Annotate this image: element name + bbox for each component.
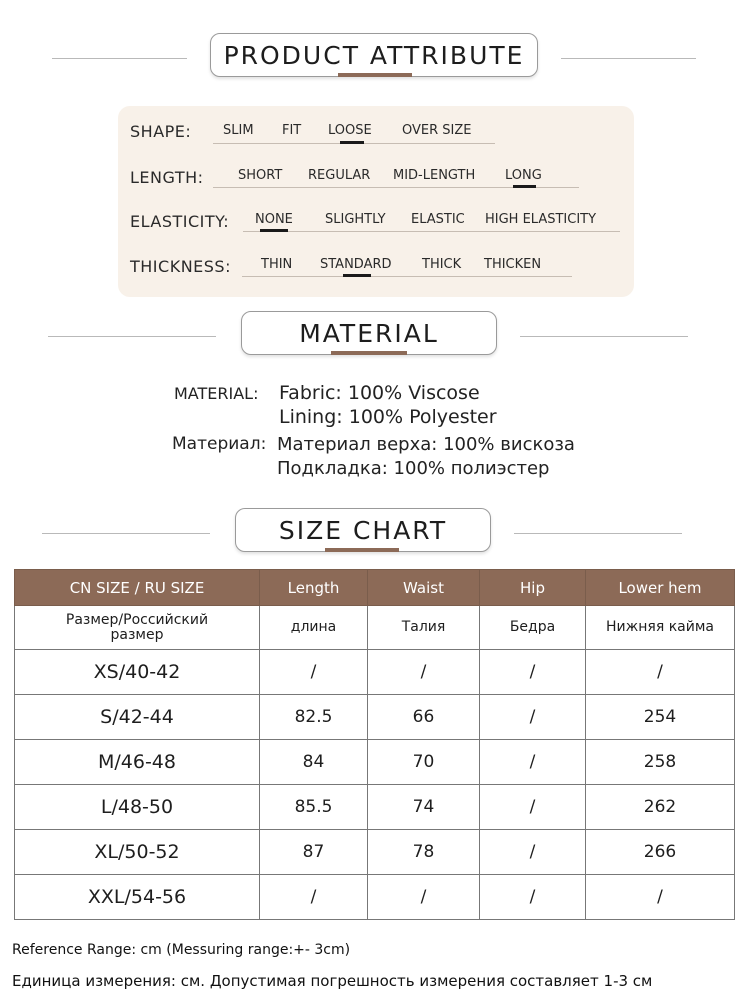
cell-lower-hem: / xyxy=(586,650,735,695)
attr-option: SLIM xyxy=(223,123,254,138)
attr-rule xyxy=(243,231,620,232)
header-hip: Hip xyxy=(480,570,586,606)
attr-option: OVER SIZE xyxy=(402,123,472,138)
cell-hip: / xyxy=(480,695,586,740)
cell-length: 82.5 xyxy=(260,695,368,740)
cell-size: L/48-50 xyxy=(15,785,260,830)
material-label-en: MATERIAL: xyxy=(174,384,259,403)
title-underline xyxy=(338,73,412,77)
divider-right xyxy=(520,336,688,337)
subheader-length: длина xyxy=(260,606,368,650)
attr-option: REGULAR xyxy=(308,168,371,183)
size-chart-header xyxy=(0,508,750,558)
divider-right xyxy=(561,58,696,59)
table-row xyxy=(15,650,735,695)
attr-option: ELASTIC xyxy=(411,212,465,227)
attr-rule xyxy=(242,276,572,277)
cell-hip: / xyxy=(480,875,586,920)
divider-left xyxy=(52,58,187,59)
attr-label: SHAPE: xyxy=(130,122,192,141)
table-row xyxy=(15,695,735,740)
selected-mark xyxy=(513,185,536,188)
cell-hip: / xyxy=(480,785,586,830)
cell-length: / xyxy=(260,875,368,920)
attr-label: ELASTICITY: xyxy=(130,212,230,231)
header-lower-hem: Lower hem xyxy=(586,570,735,606)
header-waist: Waist xyxy=(368,570,480,606)
material-fabric-ru: Материал верха: 100% вискоза xyxy=(277,434,575,455)
attr-option: THIN xyxy=(261,257,293,272)
attr-option: MID-LENGTH xyxy=(393,168,476,183)
divider-left xyxy=(48,336,216,337)
title-underline xyxy=(331,351,407,355)
divider-left xyxy=(42,533,210,534)
attr-option: FIT xyxy=(282,123,302,138)
header-size: CN SIZE / RU SIZE xyxy=(15,570,260,606)
section-title: PRODUCT ATTRIBUTE xyxy=(210,33,538,77)
table-subheader-row xyxy=(15,606,735,650)
product-attribute-header xyxy=(0,33,750,83)
subheader-hip: Бедра xyxy=(480,606,586,650)
attr-option-selected: STANDARD xyxy=(320,257,392,272)
reference-note-ru: Единица измерения: см. Допустимая погрешность измерения составляет 1-3 см xyxy=(12,972,653,990)
cell-lower-hem: 262 xyxy=(586,785,735,830)
attr-option: THICKEN xyxy=(484,257,542,272)
cell-size: S/42-44 xyxy=(15,695,260,740)
divider-right xyxy=(514,533,682,534)
reference-note-en: Reference Range: cm (Messuring range:+- 3cm) xyxy=(12,942,351,958)
material-fabric-en: Fabric: 100% Viscose xyxy=(279,382,480,404)
table-header-row xyxy=(15,570,735,606)
cell-size: XL/50-52 xyxy=(15,830,260,875)
attr-option-selected: NONE xyxy=(255,212,293,227)
attr-row-elasticity xyxy=(130,210,630,240)
cell-lower-hem: 258 xyxy=(586,740,735,785)
cell-length: 84 xyxy=(260,740,368,785)
attr-option: SLIGHTLY xyxy=(325,212,386,227)
selected-mark xyxy=(260,229,288,232)
cell-hip: / xyxy=(480,740,586,785)
header-length: Length xyxy=(260,570,368,606)
table-row xyxy=(15,785,735,830)
cell-hip: / xyxy=(480,830,586,875)
attr-row-thickness xyxy=(130,255,630,285)
section-title: SIZE CHART xyxy=(235,508,491,552)
cell-waist: 66 xyxy=(368,695,480,740)
cell-waist: 70 xyxy=(368,740,480,785)
subheader-lower-hem: Нижняя кайма xyxy=(586,606,735,650)
attr-label: LENGTH: xyxy=(130,168,204,187)
cell-size: XXL/54-56 xyxy=(15,875,260,920)
material-lining-ru: Подкладка: 100% полиэстер xyxy=(277,458,550,479)
cell-waist: 74 xyxy=(368,785,480,830)
table-row xyxy=(15,740,735,785)
cell-size: M/46-48 xyxy=(15,740,260,785)
attr-row-shape xyxy=(130,120,630,150)
attr-option: THICK xyxy=(422,257,462,272)
cell-waist: 78 xyxy=(368,830,480,875)
material-label-ru: Материал: xyxy=(172,434,267,454)
table-row xyxy=(15,830,735,875)
attr-option-selected: LOOSE xyxy=(328,123,372,138)
cell-length: / xyxy=(260,650,368,695)
cell-hip: / xyxy=(480,650,586,695)
cell-waist: / xyxy=(368,875,480,920)
material-header xyxy=(0,311,750,361)
selected-mark xyxy=(343,274,371,277)
attr-label: THICKNESS: xyxy=(130,257,231,276)
table-row xyxy=(15,875,735,920)
cell-length: 87 xyxy=(260,830,368,875)
title-underline xyxy=(325,548,399,552)
cell-lower-hem: / xyxy=(586,875,735,920)
section-title: MATERIAL xyxy=(241,311,497,355)
cell-size: XS/40-42 xyxy=(15,650,260,695)
attr-row-length xyxy=(130,166,630,196)
selected-mark xyxy=(340,141,364,144)
size-chart-table xyxy=(14,569,735,920)
subheader-size: Размер/Российский размер xyxy=(15,606,260,650)
cell-length: 85.5 xyxy=(260,785,368,830)
attr-option-selected: LONG xyxy=(505,168,542,183)
cell-waist: / xyxy=(368,650,480,695)
cell-lower-hem: 254 xyxy=(586,695,735,740)
material-lining-en: Lining: 100% Polyester xyxy=(279,406,497,428)
subheader-waist: Талия xyxy=(368,606,480,650)
attr-option: HIGH ELASTICITY xyxy=(485,212,597,227)
cell-lower-hem: 266 xyxy=(586,830,735,875)
attr-option: SHORT xyxy=(238,168,283,183)
